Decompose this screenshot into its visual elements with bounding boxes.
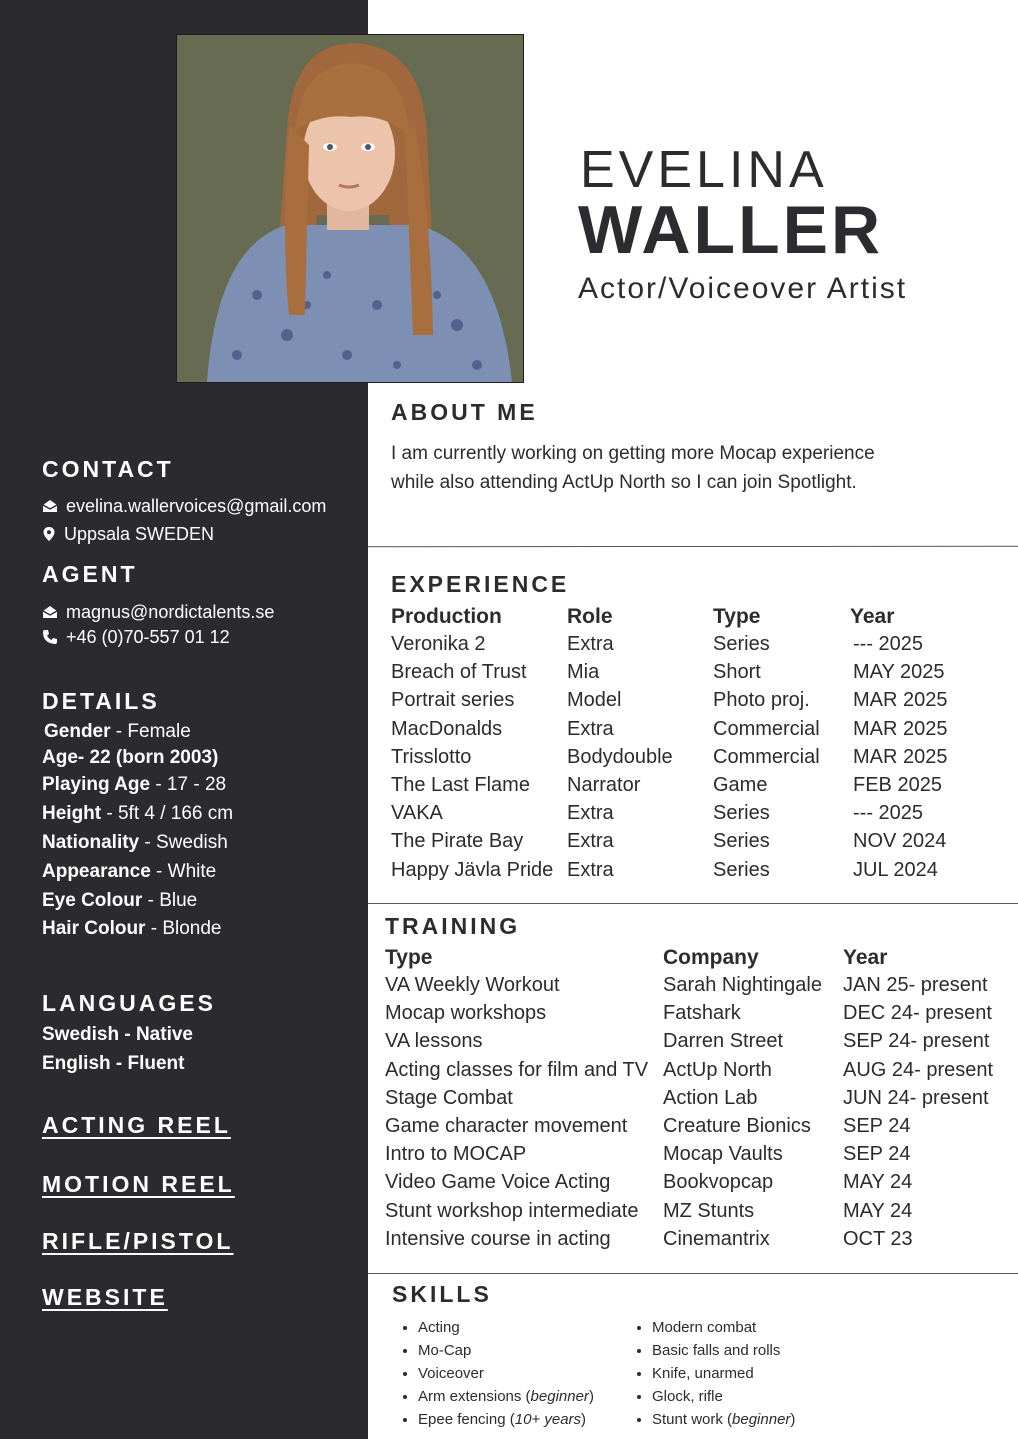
skill-note-close: )	[581, 1411, 587, 1428]
detail-item	[42, 889, 197, 913]
experience-cell: Portrait series	[391, 689, 515, 712]
experience-cell: Bodydouble	[567, 745, 673, 768]
skill-text: Mo-Cap	[418, 1342, 472, 1359]
acting-reel-link[interactable]: ACTING REEL	[42, 1112, 231, 1138]
training-cell: MAY 24	[843, 1171, 913, 1194]
experience-cell: Trisslotto	[391, 745, 472, 768]
training-cell: JAN 25- present	[843, 974, 988, 996]
training-column-header: Type	[385, 946, 433, 969]
skill-item	[652, 1362, 795, 1385]
experience-cell: Model	[567, 689, 622, 712]
experience-column-header: Type	[713, 605, 761, 628]
detail-label: Nationality	[42, 832, 140, 853]
language-item: Swedish - Native	[42, 1024, 193, 1045]
training-cell: VA lessons	[385, 1030, 483, 1053]
detail-label: Eye Colour	[42, 890, 143, 911]
contact-heading: CONTACT	[42, 456, 174, 482]
training-cell: Mocap workshops	[385, 1002, 547, 1025]
divider	[368, 903, 1018, 904]
detail-value: - Blonde	[145, 918, 222, 939]
training-column-header: Year	[843, 946, 888, 969]
agent-email-row[interactable]	[42, 600, 274, 624]
detail-label: Gender	[44, 721, 111, 742]
training-cell: Darren Street	[663, 1030, 784, 1053]
phone-icon	[42, 629, 58, 645]
skill-item	[418, 1339, 594, 1362]
experience-cell: Series	[713, 802, 770, 825]
experience-cell: MAR 2025	[853, 745, 948, 768]
detail-value: - Female	[110, 721, 191, 742]
training-heading: TRAINING	[385, 913, 521, 939]
experience-column-header: Year	[850, 605, 895, 628]
skill-note: 10+ years	[514, 1411, 582, 1428]
training-cell: Mocap Vaults	[663, 1143, 783, 1166]
skill-item	[418, 1316, 594, 1339]
skills-heading: SKILLS	[392, 1281, 492, 1307]
experience-cell: Short	[713, 661, 761, 684]
training-cell: Action Lab	[663, 1086, 758, 1109]
experience-cell: Extra	[567, 802, 614, 825]
training-cell: AUG 24- present	[843, 1058, 994, 1081]
training-cell: Intro to MOCAP	[385, 1143, 527, 1166]
skill-text: Modern combat	[652, 1319, 757, 1336]
training-cell: Game character movement	[385, 1115, 628, 1137]
detail-item	[42, 773, 226, 797]
detail-value: - 5ft 4 / 166 cm	[101, 803, 234, 824]
skill-text: Glock, rifle	[652, 1388, 723, 1405]
experience-cell: MAY 2025	[853, 661, 945, 684]
languages-heading: LANGUAGES	[42, 990, 216, 1016]
training-cell: Bookvopcap	[663, 1171, 774, 1194]
experience-cell: Game	[713, 774, 768, 796]
location-pin-icon	[42, 526, 56, 542]
detail-value: - Blue	[142, 890, 198, 911]
experience-cell: Happy Jävla Pride	[391, 858, 554, 881]
experience-cell: Mia	[567, 661, 600, 684]
experience-cell: MAR 2025	[853, 689, 948, 712]
training-cell: Stunt workshop intermediate	[385, 1199, 639, 1222]
skill-note: beginner	[732, 1411, 791, 1428]
experience-cell: Series	[713, 830, 770, 853]
divider	[368, 546, 1018, 548]
profile-photo	[176, 34, 524, 383]
skill-text: Stunt work (	[652, 1411, 733, 1428]
detail-label: Playing Age	[42, 774, 151, 795]
experience-cell: MAR 2025	[853, 717, 948, 740]
detail-value: - White	[150, 861, 217, 882]
skill-text: Voiceover	[418, 1365, 484, 1382]
skills-list-right	[626, 1316, 795, 1431]
contact-email-row[interactable]	[42, 494, 326, 518]
skill-note: beginner	[530, 1388, 589, 1405]
training-cell: Stage Combat	[385, 1086, 513, 1109]
detail-item	[44, 720, 191, 744]
experience-cell: JUL 2024	[853, 858, 938, 881]
details-heading: DETAILS	[42, 688, 160, 714]
experience-column-header: Role	[567, 605, 613, 628]
experience-cell: FEB 2025	[853, 774, 942, 796]
envelope-icon	[42, 499, 58, 513]
detail-item	[42, 746, 218, 770]
training-cell: JUN 24- present	[843, 1086, 989, 1109]
detail-label: Age- 22 (born 2003)	[42, 747, 219, 768]
detail-value: - Swedish	[139, 832, 228, 853]
experience-cell: Narrator	[567, 774, 641, 796]
training-column-header: Company	[663, 946, 759, 969]
experience-cell: Extra	[567, 633, 614, 655]
detail-label: Height	[42, 803, 102, 824]
training-cell: Cinemantrix	[663, 1227, 770, 1250]
skill-item	[418, 1385, 594, 1408]
experience-cell: Veronika 2	[391, 633, 486, 655]
skill-item	[652, 1316, 795, 1339]
experience-cell: The Last Flame	[391, 774, 530, 796]
detail-item	[42, 860, 216, 884]
experience-column-header: Production	[391, 605, 502, 628]
experience-cell: VAKA	[391, 802, 443, 825]
training-cell: MZ Stunts	[663, 1199, 755, 1222]
experience-cell: Series	[713, 858, 770, 881]
about-heading: ABOUT ME	[391, 399, 538, 425]
skills-list-left	[392, 1316, 594, 1431]
contact-location-row	[42, 522, 214, 546]
motion-reel-link[interactable]: MOTION REEL	[42, 1171, 235, 1197]
training-cell: OCT 23	[843, 1227, 913, 1250]
skill-text: Epee fencing (	[418, 1411, 515, 1428]
skill-item	[652, 1385, 795, 1408]
detail-label: Hair Colour	[42, 918, 146, 939]
experience-cell: Commercial	[713, 717, 820, 740]
skill-note-close: )	[588, 1388, 594, 1405]
training-cell: ActUp North	[663, 1058, 772, 1081]
rifle-pistol-link[interactable]: RIFLE/PISTOL	[42, 1228, 234, 1254]
agent-phone[interactable]: +46 (0)70-557 01 12	[66, 627, 230, 647]
experience-cell: Series	[713, 633, 770, 655]
training-cell: Creature Bionics	[663, 1115, 811, 1137]
experience-cell: Breach of Trust	[391, 661, 527, 684]
training-cell: MAY 24	[843, 1199, 913, 1222]
skill-text: Knife, unarmed	[652, 1365, 754, 1382]
agent-phone-row[interactable]	[42, 625, 230, 649]
envelope-icon	[42, 605, 58, 619]
detail-item	[42, 831, 228, 855]
training-cell: DEC 24- present	[843, 1002, 992, 1025]
detail-value: - 17 - 28	[150, 774, 227, 795]
training-cell: Acting classes for film and TV	[385, 1058, 649, 1081]
language-item: English - Fluent	[42, 1053, 185, 1074]
training-cell: SEP 24- present	[843, 1030, 990, 1053]
experience-cell: --- 2025	[853, 633, 924, 655]
skill-text: Basic falls and rolls	[652, 1342, 781, 1359]
skill-text: Acting	[418, 1319, 460, 1336]
detail-item	[42, 802, 233, 826]
experience-cell: NOV 2024	[853, 830, 947, 853]
contact-location: Uppsala SWEDEN	[64, 524, 215, 544]
training-cell: Video Game Voice Acting	[385, 1171, 611, 1194]
detail-label: Appearance	[42, 861, 151, 882]
skill-text: Arm extensions (	[418, 1388, 531, 1405]
experience-cell: Extra	[567, 858, 614, 881]
experience-cell: Photo proj.	[713, 689, 810, 712]
training-cell: Sarah Nightingale	[663, 974, 822, 996]
skill-item	[418, 1362, 594, 1385]
experience-cell: Extra	[567, 830, 614, 853]
training-cell: VA Weekly Workout	[385, 974, 560, 996]
agent-email[interactable]: magnus@nordictalents.se	[66, 602, 275, 622]
website-link[interactable]: WEBSITE	[42, 1284, 168, 1310]
skill-item	[652, 1408, 795, 1431]
training-cell: SEP 24	[843, 1115, 911, 1137]
skill-item	[652, 1339, 795, 1362]
detail-item	[42, 917, 222, 941]
skill-item	[418, 1408, 594, 1431]
experience-cell: MacDonalds	[391, 717, 503, 740]
experience-heading: EXPERIENCE	[391, 571, 570, 597]
experience-cell: Extra	[567, 717, 614, 740]
portrait-image	[177, 35, 523, 382]
experience-cell: Commercial	[713, 745, 820, 768]
about-text: I am currently working on getting more Mocap experience while also attending ActUp North so I can join Spotlight.	[391, 443, 875, 493]
experience-cell: The Pirate Bay	[391, 830, 524, 853]
training-cell: Intensive course in acting	[385, 1227, 611, 1250]
contact-email[interactable]: evelina.wallervoices@gmail.com	[66, 496, 327, 516]
last-name: WALLER	[578, 192, 884, 268]
skill-note-close: )	[790, 1411, 796, 1428]
job-title: Actor/Voiceover Artist	[578, 272, 908, 305]
agent-heading: AGENT	[42, 561, 138, 587]
experience-cell: --- 2025	[853, 802, 924, 825]
divider	[368, 1273, 1018, 1274]
training-cell: SEP 24	[843, 1143, 911, 1166]
training-cell: Fatshark	[663, 1002, 741, 1025]
first-name: EVELINA	[580, 141, 828, 199]
